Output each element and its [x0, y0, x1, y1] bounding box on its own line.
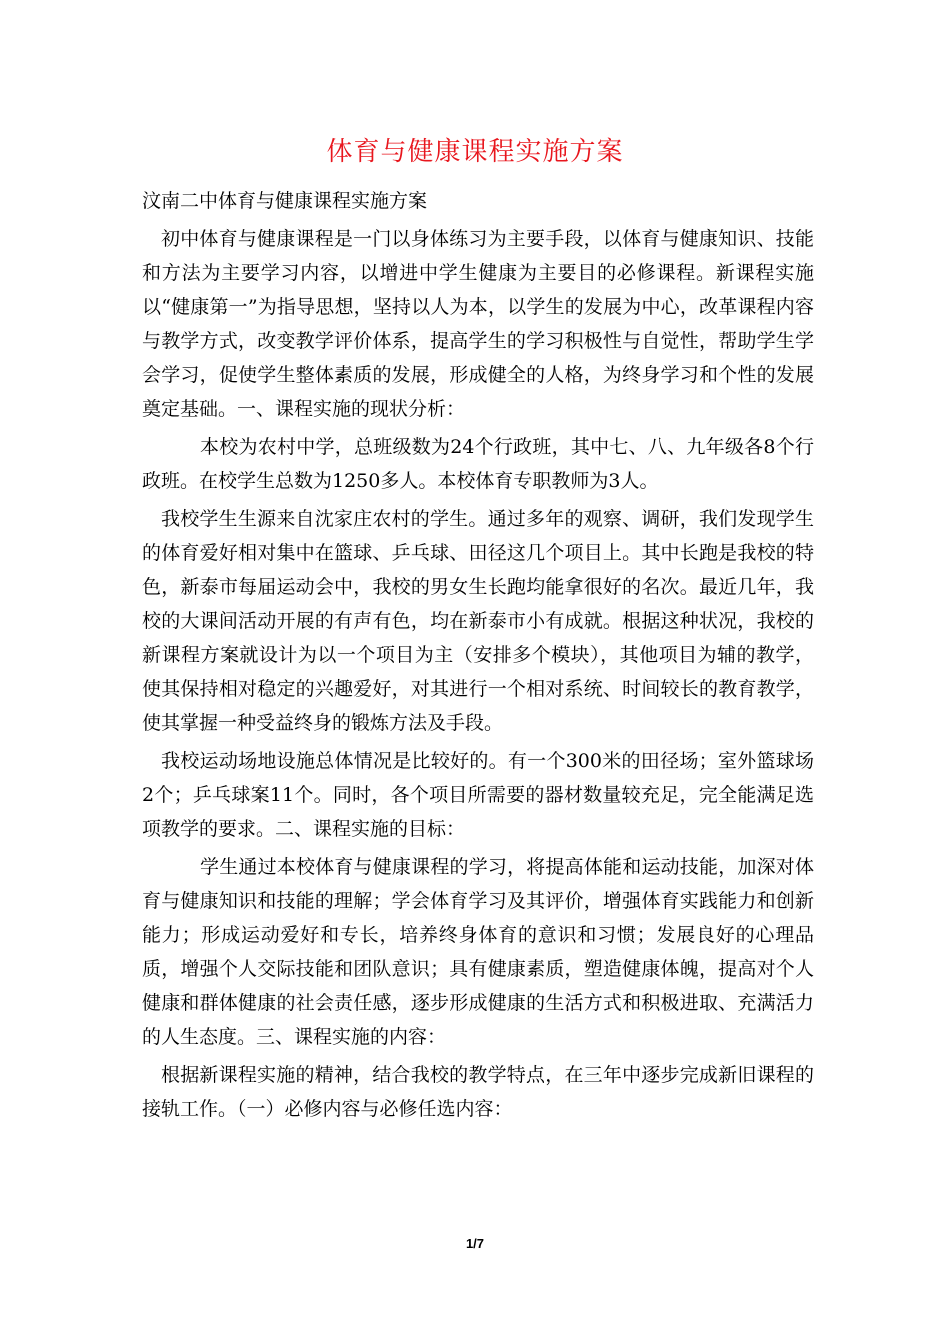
document-title: 体育与健康课程实施方案	[326, 137, 624, 167]
paragraph-facilities: 我校运动场地设施总体情况是比较好的。有一个300米的田径场；室外篮球场2个；乒乓球案11个。同时，各个项目所需要的器材数量较充足，完全能满足选项教学的要求。二、课程实施的目标：	[142, 750, 814, 840]
paragraph-content: 根据新课程实施的精神，结合我校的教学特点，在三年中逐步完成新旧课程的接轨工作。（一）必修内容与必修任选内容：	[142, 1064, 814, 1120]
document-subtitle: 汶南二中体育与健康课程实施方案	[142, 190, 428, 212]
paragraph-school-overview: 本校为农村中学，总班级数为24个行政班，其中七、八、九年级各8个行政班。在校学生总数为1250多人。本校体育专职教师为3人。	[142, 436, 814, 492]
paragraph-intro: 初中体育与健康课程是一门以身体练习为主要手段，以体育与健康知识、技能和方法为主要学习内容，以增进中学生健康为主要目的必修课程。新课程实施以“健康第一”为指导思想，坚持以人为本，以学生的发展为中心，改革课程内容与教学方式，改变教学评价体系，提高学生的学习积极性与自觉性，帮助学生学会学习，促使学生整体素质的发展，形成健全的人格，为终身学习和个性的发展奠定基础。一、课程实施的现状分析：	[142, 228, 814, 420]
paragraph-goals: 学生通过本校体育与健康课程的学习，将提高体能和运动技能，加深对体育与健康知识和技能的理解；学会体育学习及其评价，增强体育实践能力和创新能力；形成运动爱好和专长，培养终身体育的意识和习惯；发展良好的心理品质，增强个人交际技能和团队意识；具有健康素质，塑造健康体魄，提高对个人健康和群体健康的社会责任感，逐步形成健康的生活方式和积极进取、充满活力的人生态度。三、课程实施的内容：	[142, 856, 814, 1048]
document-body	[142, 184, 814, 1130]
paragraph-student-source: 我校学生生源来自沈家庄农村的学生。通过多年的观察、调研，我们发现学生的体育爱好相对集中在篮球、乒乓球、田径这几个项目上。其中长跑是我校的特色，新泰市每届运动会中，我校的男女生长跑均能拿很好的名次。最近几年，我校的大课间活动开展的有声有色，均在新泰市小有成就。根据这种状况，我校的新课程方案就设计为以一个项目为主（安排多个模块），其他项目为辅的教学，使其保持相对稳定的兴趣爱好，对其进行一个相对系统、时间较长的教育教学，使其掌握一种受益终身的锻炼方法及手段。	[142, 508, 814, 734]
page-number: 1/7	[465, 1236, 485, 1251]
